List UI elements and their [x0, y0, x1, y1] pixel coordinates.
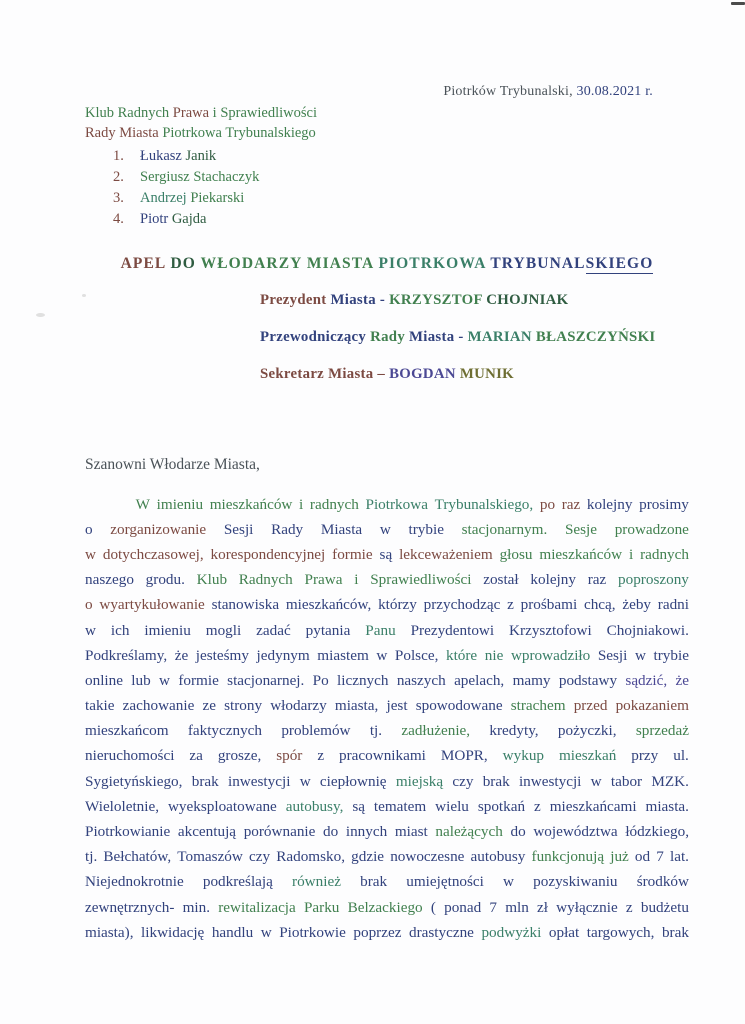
sender-block [85, 104, 317, 230]
body-line: o wyartykułowanie stanowiska mieszkańców, którzy przychodząc z prośbami chcą, żeby radni [85, 596, 689, 614]
body-line: tj. Bełchatów, Tomaszów czy Radomsko, gdzie nowoczesne autobusy funkcjonują już od 7 lat. [85, 848, 689, 866]
sender-list-item: 4. Piotr Gajda [113, 209, 317, 230]
body-line: Niejednokrotnie podkreślają również brak umiejętności w pozyskiwaniu środków [85, 873, 689, 891]
body-line: w ich imieniu mogli zadać pytania Panu Prezydentowi Krzysztofowi Chojniakowi. [85, 621, 689, 639]
sender-org-line-2: Rady Miasta Piotrkowa Trybunalskiego [85, 124, 316, 141]
addressee-line-1: Prezydent Miasta - KRZYSZTOF CHOJNIAK [260, 292, 569, 308]
body-paragraph [85, 492, 689, 945]
scan-smudge [36, 313, 45, 317]
list-number: 4. [113, 211, 124, 227]
letter-title: APEL DO WŁODARZY MIASTA PIOTRKOWA TRYBUNALSKIEGO [120, 255, 654, 272]
sender-org-line-1: Klub Radnych Prawa i Sprawiedliwości [85, 105, 317, 121]
body-line: w dotychczasowej, korespondencyjnej formie są lekceważeniem głosu mieszkańców i radnych [85, 545, 689, 563]
list-number: 1. [113, 148, 124, 164]
body-line: nieruchomości za grosze, spór z pracownikami MOPR, wykup mieszkań przy ul. [85, 747, 689, 765]
body-line: Sygietyńskiego, brak inwestycji w ciepłownię miejską czy brak inwestycji w tabor MZK. [85, 772, 689, 790]
addressee-line-2: Przewodniczący Rady Miasta - MARIAN BŁASZCZYŃSKI [260, 329, 656, 345]
sender-list-item: 3. Andrzej Piekarski [113, 188, 317, 209]
body-line: W imieniu mieszkańców i radnych Piotrkowa Trybunalskiego, po raz kolejny prosimy [135, 495, 689, 513]
body-line: miasta), likwidację handlu w Piotrkowie poprzez drastyczne podwyżki opłat targowych, brak [85, 923, 689, 941]
list-number: 3. [113, 190, 124, 206]
date-line: Piotrków Trybunalski, 30.08.2021 r. [443, 84, 653, 99]
sender-list-item: 2. Sergiusz Stachaczyk [113, 167, 317, 188]
sender-list-item: 1. Łukasz Janik [113, 146, 317, 167]
body-line: naszego grodu. Klub Radnych Prawa i Sprawiedliwości został kolejny raz poproszony [85, 571, 689, 589]
body-line: Piotrkowianie akcentują porównanie do innych miast należących do województwa łódzkiego, [85, 823, 689, 841]
body-line: o zorganizowanie Sesji Rady Miasta w trybie stacjonarnym. Sesje prowadzone [85, 520, 689, 538]
addressee-line-3: Sekretarz Miasta – BOGDAN MUNIK [260, 366, 514, 382]
body-line: online lub w formie stacjonarnej. Po licznych naszych apelach, mamy podstawy sądzić, że [85, 671, 689, 689]
sender-list [85, 146, 317, 230]
body-line: Wieloletnie, wyeksploatowane autobusy, są tematem wielu spotkań z mieszkańcami miasta. [85, 797, 689, 815]
body-line: takie zachowanie ze strony włodarzy miasta, jest spowodowane strachem przed pokazaniem [85, 697, 689, 715]
scan-smudge [82, 294, 86, 297]
salutation: Szanowni Włodarze Miasta, [85, 456, 260, 473]
scan-artifact-mark [731, 2, 745, 5]
list-number: 2. [113, 169, 124, 185]
body-line: Podkreślamy, że jesteśmy jedynym miastem w Polsce, które nie wprowadziło Sesji w trybie [85, 646, 689, 664]
addressee-lines [260, 292, 655, 403]
body-line: zewnętrznych- min. rewitalizacja Parku Belzackiego ( ponad 7 mln zł wyłącznie z budżetu [85, 898, 689, 916]
body-line: mieszkańcom faktycznych problemów tj. zadłużenie, kredyty, pożyczki, sprzedaż [85, 722, 689, 740]
